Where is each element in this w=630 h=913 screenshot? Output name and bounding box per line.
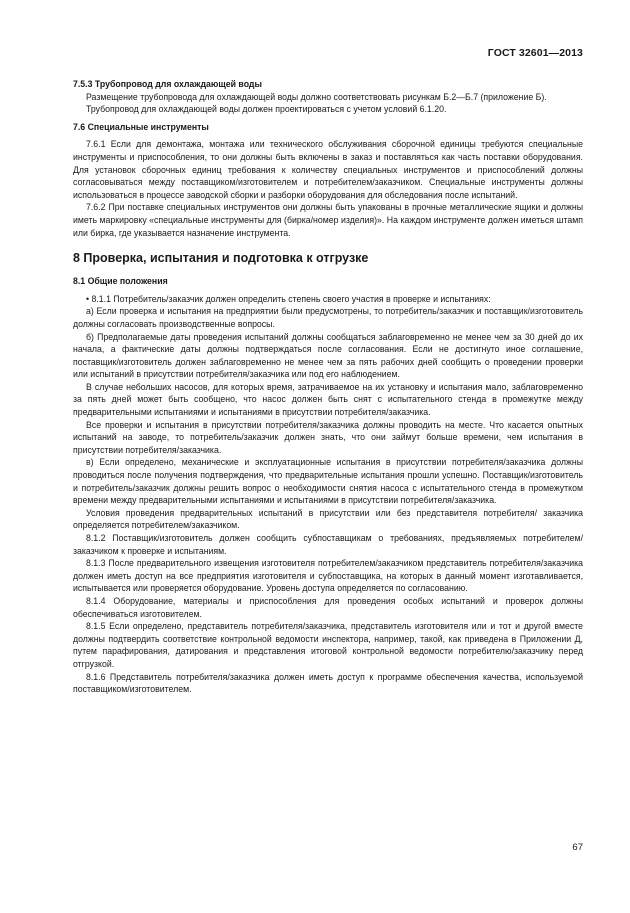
paragraph: В случае небольших насосов, для которых время, затрачиваемое на их установку и испытания мало, заблаговременно за пять дней может быть сообщено, что насос должен быть снят с испытательного стенда в промежутке между предварительными испытаниями и испытаниями в присутствии потребителя/заказчика. — [73, 381, 583, 418]
section-heading-7-6: 7.6 Специальные инструменты — [73, 121, 209, 132]
paragraph: 7.6.1 Если для демонтажа, монтажа или технического обслуживания сборочной единицы требуются специальные инструменты и приспособления, то они должны быть включены в заказ и поставляться как часть поставки оборудования. Для установок сборочных единиц требования к количеству специальных инструментов и приспособлений должны согласовываться между поставщиком/изготовителем и потребителем/заказчиком. Специальные инструменты должны использоваться в процессе заводской сборки и разборки оборудования для обследования после испытаний. — [73, 139, 583, 200]
paragraph: 8.1.2 Поставщик/изготовитель должен сообщить субпоставщикам о требованиях, предъявляемых потребителем/заказчиком к проверке и испытаниям. — [73, 533, 583, 556]
section-heading-7-5-3: 7.5.3 Трубопровод для охлаждающей воды — [73, 79, 262, 89]
section-heading-8: 8 Проверка, испытания и подготовка к отгрузке — [73, 251, 369, 266]
paragraph: а) Если проверка и испытания на предприятии были предусмотрены, то потребитель/заказчик и поставщик/изготовитель должны согласовать производственные вопросы. — [73, 306, 583, 329]
paragraph: 8.1.3 После предварительного извещения изготовителя потребителем/заказчиком представитель потребителя/заказчика должен иметь доступ на все предприятия изготовителя и субпоставщика, на которых в данный момент изготавливается, испытывается или проверяется оборудование. Уровень доступа определяется по согласованию. — [73, 558, 583, 594]
paragraph: 8.1.5 Если определено, представитель потребителя/заказчика, представитель изготовителя или и тот и другой вместе должны подтвердить соответствие контрольной ведомости инспектора, например, такой, как приведена в Приложении Д, путем парафирования, датирования и представления итоговой контрольной ведомости потребителю/заказчику перед отгрузкой. — [73, 621, 583, 669]
paragraph: Условия проведения предварительных испытаний в присутствии или без представителя потребителя/ заказчика определяется потребителем/заказчиком. — [73, 507, 583, 531]
section-heading-8-1: 8.1 Общие положения — [73, 276, 168, 287]
page-content — [73, 78, 583, 696]
standard-code-header: ГОСТ 32601—2013 — [487, 47, 583, 59]
paragraph: Размещение трубопровода для охлаждающей воды должно соответствовать рисункам Б.2—Б.7 (приложение Б). — [86, 91, 547, 102]
paragraph: в) Если определено, механические и эксплуатационные испытания в присутствии потребителя/заказчика должны проводиться после получения подтверждения, что предварительные испытания прошли успешно. Поставщик/изготовитель и потребитель/заказчик должны решить вопрос о необходимости снятия насоса с испытательного стенда в промежутком времени между предварительными испытаниями и испытаниями в присутствии потребителя/заказчика. — [73, 457, 583, 506]
paragraph: 8.1.6 Представитель потребителя/заказчика должен иметь доступ к программе обеспечения качества, используемой поставщиком/изготовителем. — [73, 671, 583, 695]
page-number: 67 — [572, 842, 583, 853]
paragraph: • 8.1.1 Потребитель/заказчик должен определить степень своего участия в проверке и испытаниях: — [86, 293, 491, 304]
paragraph: б) Предполагаемые даты проведения испытаний должны сообщаться заблаговременно не менее чем за 30 дней до их начала, а фактические даты должны подтверждаться после согласования. Если не достигнуто иное соглашение, поставщик/изготовитель должен заблаговременно не менее чем за пять рабочих дней сообщить о проведении проверки или испытаний в присутствии потребителя/заказчика или под его наблюдением. — [73, 331, 583, 380]
paragraph: Все проверки и испытания в присутствии потребителя/заказчика должны проводить на месте. Что касается опытных испытаний на заводе, то потребитель/заказчик должен знать, что они займут больше времени, чем испытания в присутствии потребителя/заказчика. — [73, 419, 583, 455]
paragraph: 7.6.2 При поставке специальных инструментов они должны быть упакованы в прочные металлические ящики и должны иметь маркировку «специальные инструменты для (бирка/номер изделия)». На каждом инструменте должен иметься штамп или бирка, где указывается назначение инструмента. — [73, 202, 583, 238]
paragraph: Трубопровод для охлаждающей воды должен проектироваться с учетом условий 6.1.20. — [86, 104, 447, 115]
paragraph: 8.1.4 Оборудование, материалы и приспособления для проведения особых испытаний и проверок должны обеспечиваться изготовителем. — [73, 595, 583, 619]
